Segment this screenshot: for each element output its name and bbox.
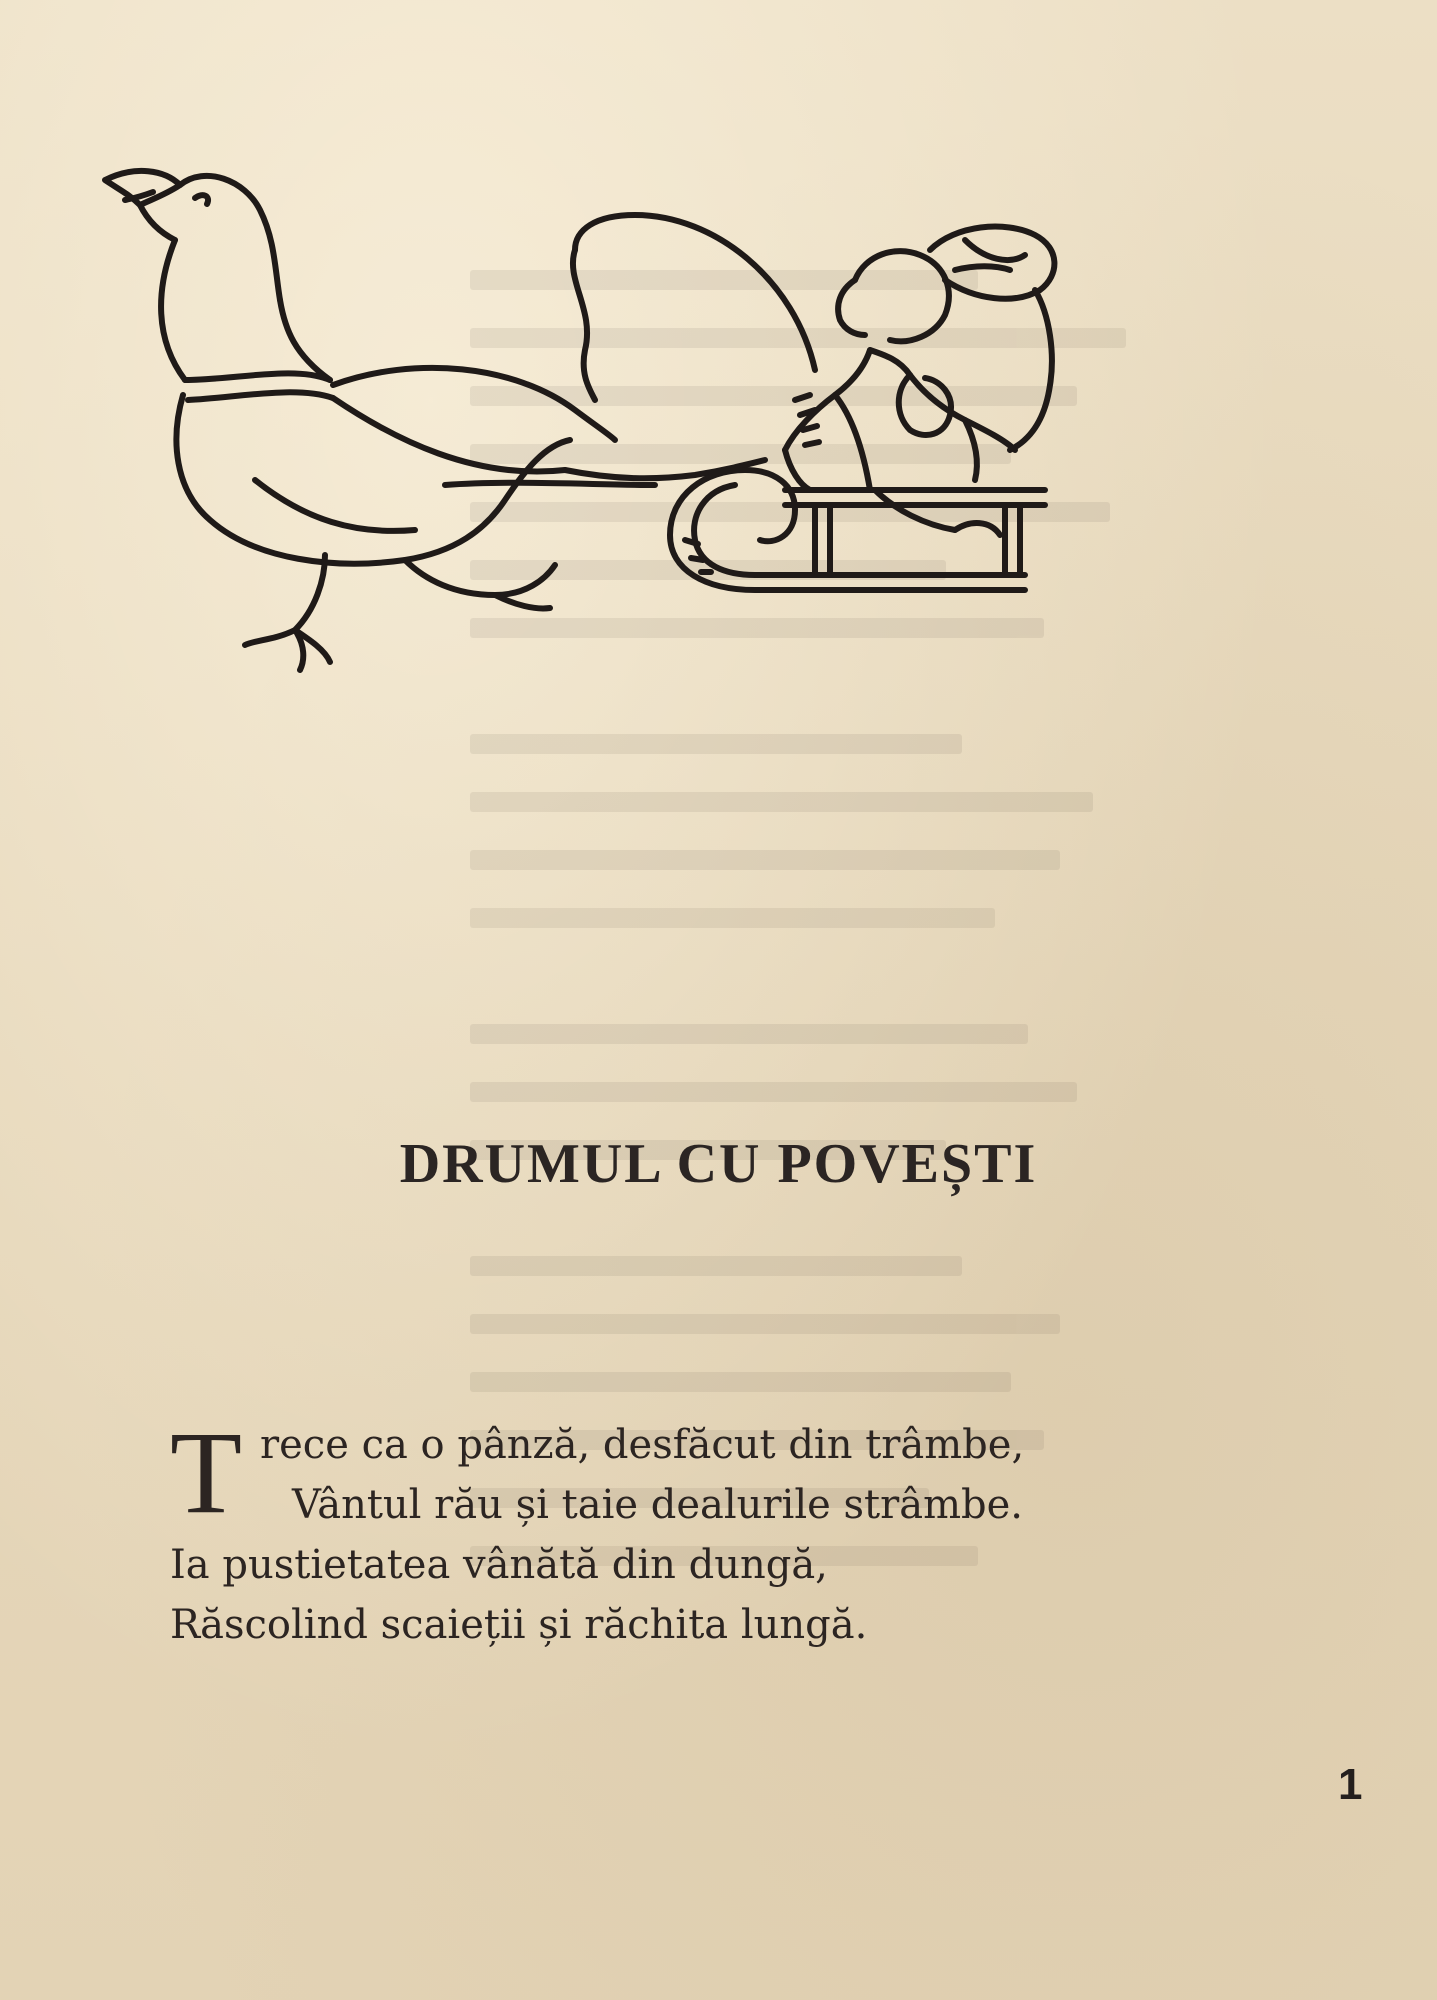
drop-cap-letter: T — [170, 1407, 243, 1538]
goose-collar — [185, 373, 330, 380]
rider-head — [855, 251, 949, 341]
goose-wing — [333, 398, 565, 472]
poem-line: rece ca o pânză, desfăcut din trâmbe, — [260, 1422, 1025, 1468]
poem-line: Răscolind scaieții și răchita lungă. — [170, 1602, 868, 1648]
goose-beak — [105, 171, 180, 205]
goose-pulling-sled-illustration — [95, 140, 1355, 820]
page-title: DRUMUL CU POVEȘTI — [399, 1133, 1038, 1195]
goose-body — [333, 368, 615, 440]
goose-leg — [245, 555, 325, 645]
poem-stanza — [170, 1407, 1270, 1655]
page-number: 1 — [1338, 1760, 1363, 1809]
billowing-cloak — [575, 215, 815, 370]
goose-neck — [161, 240, 185, 380]
poem-line: Ia pustietatea vânătă din dungă, — [170, 1542, 828, 1588]
poem-line: Vântul rău și taie dealurile strâmbe. — [292, 1482, 1024, 1528]
